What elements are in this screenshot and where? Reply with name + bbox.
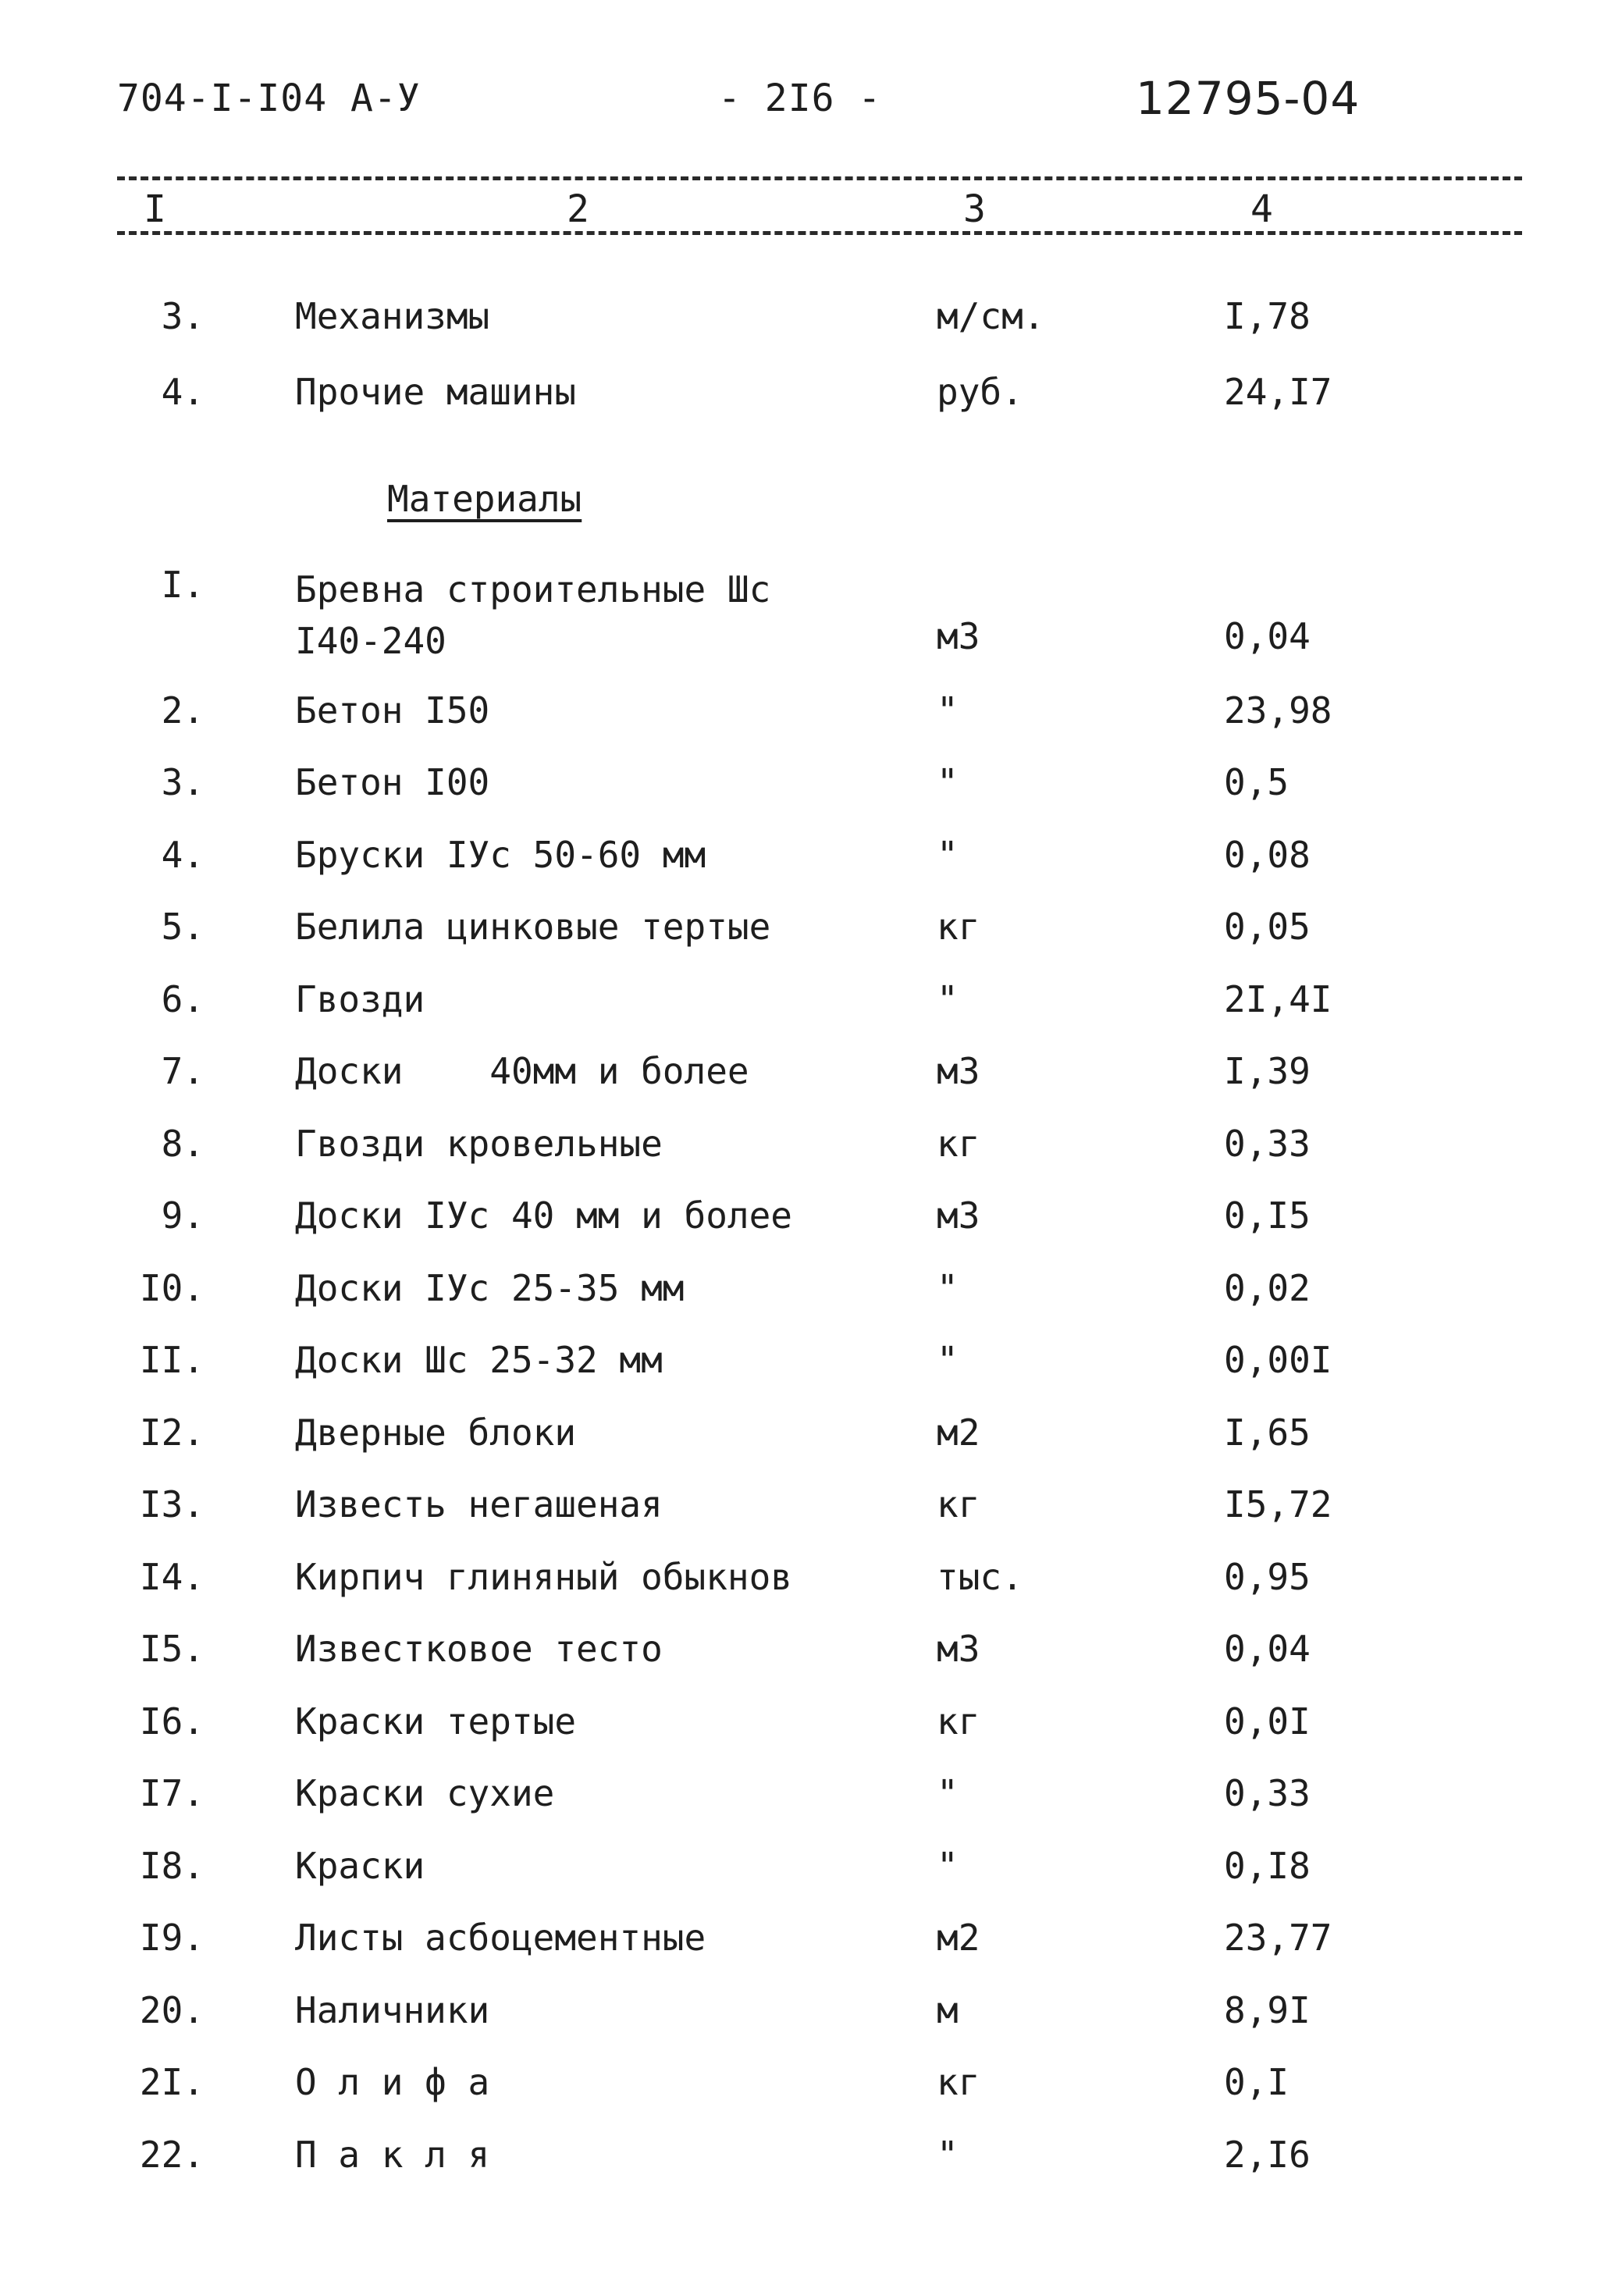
page-number: - 2I6 - xyxy=(718,77,882,120)
row-name: Краски xyxy=(295,1845,425,1887)
row-unit: кг xyxy=(937,906,980,948)
row-name: Дверные блоки xyxy=(295,1411,577,1454)
dashed-rule-bottom xyxy=(117,231,1522,235)
handwritten-number: 12795-04 xyxy=(1136,72,1361,125)
row-name xyxy=(295,564,770,667)
row-name: П а к л я xyxy=(295,2134,490,2176)
table-row xyxy=(0,564,1622,673)
row-name: Прочие машины xyxy=(295,371,577,413)
row-name: Бетон I00 xyxy=(295,761,490,803)
table-row xyxy=(0,906,1622,960)
column-number-3: 3 xyxy=(959,187,991,231)
table-row xyxy=(0,1050,1622,1105)
row-unit: " xyxy=(937,1845,959,1887)
row-unit: кг xyxy=(937,1483,980,1525)
row-unit: м xyxy=(937,1989,959,2031)
table-row xyxy=(0,689,1622,744)
table-row xyxy=(0,1339,1622,1394)
document-code: 704-I-I04 А-У xyxy=(117,77,421,120)
row-name: Белила цинковые тертые xyxy=(295,906,771,948)
column-number-4: 4 xyxy=(1246,187,1278,231)
row-number: I0. xyxy=(139,1267,205,1309)
row-name: Бруски IУс 50-60 мм xyxy=(295,834,706,876)
table-row xyxy=(0,1411,1622,1466)
row-value: I,65 xyxy=(1224,1411,1311,1454)
row-name: Наличники xyxy=(295,1989,490,2031)
row-number: 3. xyxy=(161,295,205,337)
table-row xyxy=(0,834,1622,888)
table-row xyxy=(0,2134,1622,2188)
row-unit: кг xyxy=(937,1123,980,1165)
row-value: I5,72 xyxy=(1224,1483,1332,1525)
row-unit: м2 xyxy=(937,1917,980,1959)
row-number: 7. xyxy=(161,1050,205,1092)
row-number: 3. xyxy=(161,761,205,803)
row-number: I8. xyxy=(139,1845,205,1887)
table-row xyxy=(0,1845,1622,1899)
row-name: Краски тертые xyxy=(295,1700,577,1742)
row-name: Кирпич глиняный обыкнов xyxy=(295,1556,792,1598)
row-unit: м/см. xyxy=(937,295,1045,337)
table-row xyxy=(0,978,1622,1033)
row-number: I3. xyxy=(139,1483,205,1525)
row-name: Механизмы xyxy=(295,295,490,337)
column-number-2: 2 xyxy=(562,187,594,231)
section-title: Материалы xyxy=(387,478,582,520)
table-row xyxy=(0,1700,1622,1755)
table-row xyxy=(0,1556,1622,1611)
row-number: I5. xyxy=(139,1628,205,1670)
table-row xyxy=(0,1772,1622,1827)
row-name-line-2: I40-240 xyxy=(295,620,446,662)
table-row xyxy=(0,1628,1622,1682)
row-unit: м2 xyxy=(937,1411,980,1454)
row-unit: кг xyxy=(937,2061,980,2103)
row-value: 0,I xyxy=(1224,2061,1289,2103)
row-name: Доски Шс 25-32 мм xyxy=(295,1339,663,1381)
table-row xyxy=(0,1989,1622,2044)
table-row xyxy=(0,295,1622,350)
table-row xyxy=(0,2061,1622,2116)
table-row xyxy=(0,1194,1622,1249)
row-unit: " xyxy=(937,834,959,876)
row-number: 8. xyxy=(161,1123,205,1165)
row-number: I9. xyxy=(139,1917,205,1959)
row-number: 9. xyxy=(161,1194,205,1237)
row-unit: " xyxy=(937,2134,959,2176)
row-name: Гвозди xyxy=(295,978,425,1020)
row-number: I4. xyxy=(139,1556,205,1598)
row-number: 4. xyxy=(161,834,205,876)
row-unit: " xyxy=(937,978,959,1020)
row-value: 8,9I xyxy=(1224,1989,1311,2031)
row-unit: тыс. xyxy=(937,1556,1023,1598)
row-number: 2I. xyxy=(139,2061,205,2103)
row-name: Краски сухие xyxy=(295,1772,555,1814)
row-number: I7. xyxy=(139,1772,205,1814)
dashed-rule-top xyxy=(117,176,1522,180)
table-row xyxy=(0,371,1622,425)
row-unit: руб. xyxy=(937,371,1023,413)
table-row xyxy=(0,1917,1622,1971)
row-value: 0,0I xyxy=(1224,1700,1311,1742)
column-number-1: I xyxy=(139,187,171,231)
row-value: 0,33 xyxy=(1224,1772,1311,1814)
row-name: О л и ф а xyxy=(295,2061,490,2103)
row-value: 0,95 xyxy=(1224,1556,1311,1598)
table-row xyxy=(0,1483,1622,1538)
row-unit: м3 xyxy=(937,1628,980,1670)
row-name: Известковое тесто xyxy=(295,1628,663,1670)
table-row xyxy=(0,1123,1622,1177)
row-value: 0,00I xyxy=(1224,1339,1332,1381)
row-value: 0,I5 xyxy=(1224,1194,1311,1237)
row-name: Доски IУс 40 мм и более xyxy=(295,1194,792,1237)
row-number: I. xyxy=(161,564,205,606)
row-number: 20. xyxy=(139,1989,205,2031)
row-unit: " xyxy=(937,1339,959,1381)
row-value: 24,I7 xyxy=(1224,371,1332,413)
row-number: 2. xyxy=(161,689,205,732)
row-number: 22. xyxy=(139,2134,205,2176)
row-unit: " xyxy=(937,689,959,732)
row-number: 4. xyxy=(161,371,205,413)
row-value: 0,02 xyxy=(1224,1267,1311,1309)
row-value: 23,77 xyxy=(1224,1917,1332,1959)
row-unit: кг xyxy=(937,1700,980,1742)
row-value: 0,I8 xyxy=(1224,1845,1311,1887)
row-value: 0,33 xyxy=(1224,1123,1311,1165)
row-name: Доски 40мм и более xyxy=(295,1050,749,1092)
row-value: 0,04 xyxy=(1224,1628,1311,1670)
table-row xyxy=(0,761,1622,816)
row-name: Известь негашеная xyxy=(295,1483,663,1525)
row-unit: м3 xyxy=(937,615,980,657)
row-name-line-1: Бревна строительные Шс xyxy=(295,568,771,610)
row-number: I6. xyxy=(139,1700,205,1742)
row-unit: " xyxy=(937,1772,959,1814)
row-unit: " xyxy=(937,761,959,803)
row-value: I,78 xyxy=(1224,295,1311,337)
row-value: 0,05 xyxy=(1224,906,1311,948)
row-number: 6. xyxy=(161,978,205,1020)
row-number: I2. xyxy=(139,1411,205,1454)
row-unit: м3 xyxy=(937,1194,980,1237)
table-row xyxy=(0,1267,1622,1322)
row-name: Доски IУс 25-35 мм xyxy=(295,1267,685,1309)
row-unit: м3 xyxy=(937,1050,980,1092)
row-name: Гвозди кровельные xyxy=(295,1123,663,1165)
row-value: 2,I6 xyxy=(1224,2134,1311,2176)
row-name: Листы асбоцементные xyxy=(295,1917,706,1959)
row-unit: " xyxy=(937,1267,959,1309)
row-value: I,39 xyxy=(1224,1050,1311,1092)
row-value: 0,04 xyxy=(1224,615,1311,657)
row-name: Бетон I50 xyxy=(295,689,490,732)
row-value: 0,5 xyxy=(1224,761,1289,803)
row-number: 5. xyxy=(161,906,205,948)
row-value: 0,08 xyxy=(1224,834,1311,876)
row-value: 23,98 xyxy=(1224,689,1332,732)
row-number: II. xyxy=(139,1339,205,1381)
row-value: 2I,4I xyxy=(1224,978,1332,1020)
